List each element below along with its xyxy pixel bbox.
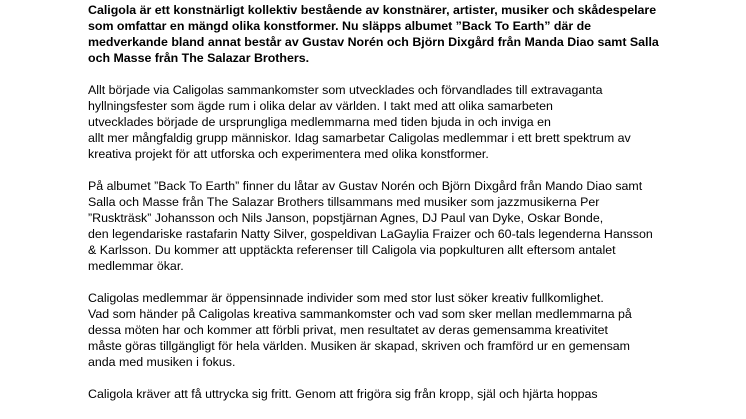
intro-paragraph bbox=[88, 2, 658, 66]
text-line: allt mer mångfaldig grupp människor. Idag samarbetar Caligolas medlemmar i ett brett spektrum av bbox=[88, 131, 631, 145]
document-body bbox=[88, 2, 658, 418]
closing-paragraph bbox=[88, 386, 658, 402]
text-line: Caligolas medlemmar är öppensinnade individer som med stor lust söker kreativ fullkomlighet. bbox=[88, 291, 604, 305]
text-line: måste göras tillgängligt för hela världen. Musiken är skapad, skriven och framförd ur en gemensam bbox=[88, 339, 631, 353]
text-line: och Masse från The Salazar Brothers. bbox=[88, 51, 310, 65]
text-line: kreativa projekt för att utforska och experimentera med olika konstformer. bbox=[88, 147, 489, 161]
text-line: Caligola är ett konstnärligt kollektiv bestående av konstnärer, artister, musiker och skådespelare bbox=[88, 3, 657, 17]
text-line: som omfattar en mängd olika konstformer. Nu släpps albumet ”Back To Earth” där de bbox=[88, 19, 592, 33]
text-line: Caligola kräver att få uttrycka sig fritt. Genom att frigöra sig från kropp, själ och hjärta hoppas bbox=[88, 387, 598, 401]
text-line: utvecklades började de ursprungliga medlemmarna med tiden bjuda in och inviga en bbox=[88, 115, 551, 129]
text-line: anda med musiken i fokus. bbox=[88, 355, 236, 369]
history-paragraph bbox=[88, 82, 658, 162]
text-line: medlemmar ökar. bbox=[88, 259, 184, 273]
text-line: ”Ruskträsk” Johansson och Nils Janson, popstjärnan Agnes, DJ Paul van Dyke, Oskar Bonde, bbox=[88, 211, 604, 225]
album-paragraph bbox=[88, 178, 658, 274]
text-line: den legendariske rastafarin Natty Silver, gospeldivan LaGaylia Fraizer och 60-tals legenderna Hansson bbox=[88, 227, 653, 241]
text-line: & Karlsson. Du kommer att upptäckta referenser till Caligola via popkulturen allt eftersom antalet bbox=[88, 243, 616, 257]
text-line: Salla och Masse från The Salazar Brothers tillsammans med musiker som jazzmusikerna Per bbox=[88, 195, 600, 209]
members-paragraph bbox=[88, 290, 658, 370]
text-line: hyllningsfester som ägde rum i olika delar av världen. I takt med att olika samarbeten bbox=[88, 99, 553, 113]
text-line: dessa möten har och kommer att förbli privat, men resultatet av deras gemensamma kreativitet bbox=[88, 323, 608, 337]
text-line: Allt började via Caligolas sammankomster som utvecklades och förvandlades till extravaganta bbox=[88, 83, 603, 97]
text-line: Vad som händer på Caligolas kreativa sammankomster och vad som sker mellan medlemmarna på bbox=[88, 307, 632, 321]
text-line: medverkande bland annat består av Gustav Norén och Björn Dixgård från Manda Diao samt Salla bbox=[88, 35, 659, 49]
text-line: På albumet ”Back To Earth” finner du låtar av Gustav Norén och Björn Dixgård från Mando Diao samt bbox=[88, 179, 643, 193]
